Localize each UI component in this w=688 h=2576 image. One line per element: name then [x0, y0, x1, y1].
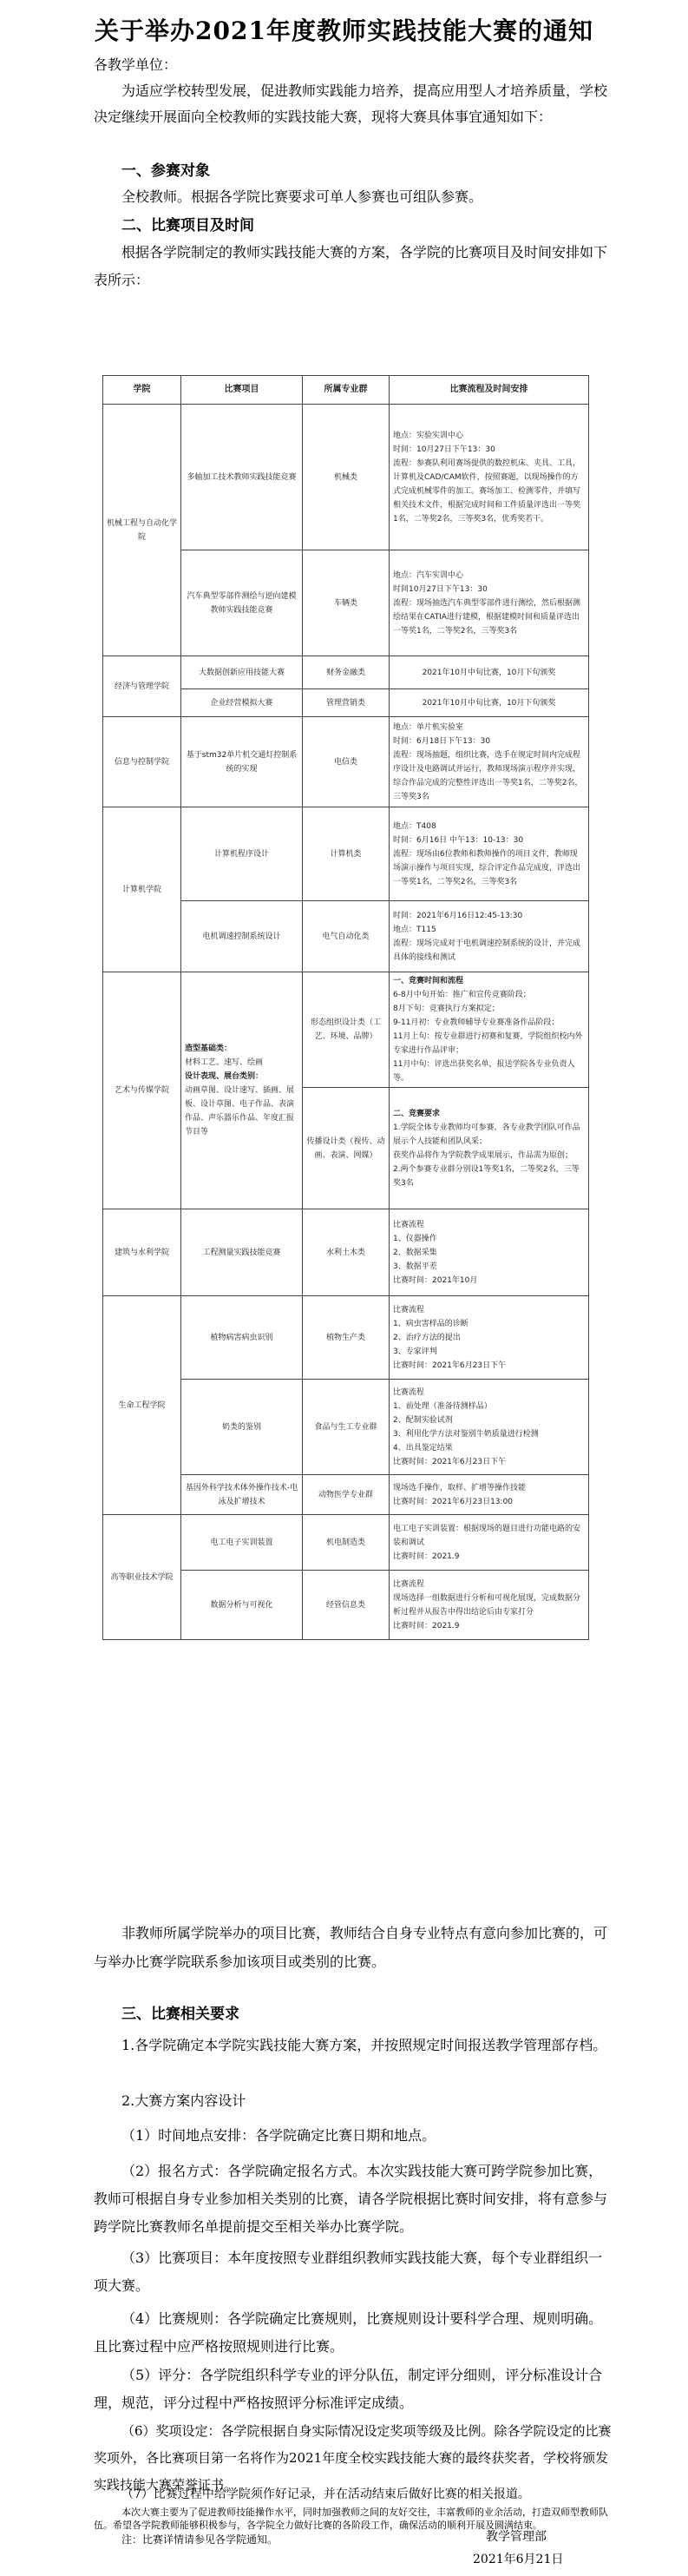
header-group: 所属专业群: [303, 376, 390, 405]
table-row: [103, 1296, 589, 1380]
schedule-line: 流程：现场完成对于电机调速控制系统的设计，并完成具体的接线和测试: [393, 939, 581, 962]
schedule-line: 比赛时间：2021年6月23日13:00: [393, 1497, 514, 1506]
requirement-item-5: （5）评分：各学院组织科学专业的评分队伍，制定评分细则，评分标准设计合理，规范，评分过程中严格按照评分标准评定成绩。: [94, 2367, 603, 2411]
schedule-line: 比赛时间：2021年6月23日下午: [393, 1457, 507, 1466]
requirement-2: 2.大赛方案内容设计: [121, 2092, 246, 2109]
cell-group: 机械类: [303, 405, 390, 550]
schedule-line: 比赛流程: [393, 1220, 425, 1229]
schedule-line: 时间10月27日下午13：30: [393, 584, 488, 594]
cell-college: 计算机学院: [103, 807, 181, 972]
item-text: 材料工艺、速写、绘画: [185, 1058, 264, 1067]
schedule-line: 流程：现场抽选汽车典型零部件进行测绘，然后根据测绘结果在CATIA进行建模，根据建模时间和质量评选出一等奖1名，二等奖2名，三等奖3名: [393, 598, 581, 636]
schedule-line: 现场选择一组数据进行分析和可视化展现，完成数据分析过程并从报告中得出结论后由专家打分: [393, 1593, 581, 1617]
schedule-line: 比赛时间：2021.9: [393, 1621, 460, 1631]
cell-group: 车辆类: [303, 550, 390, 656]
cell-schedule: [390, 405, 589, 550]
schedule-line: 时间：6月18日下午13：30: [393, 736, 491, 746]
schedule-line: 现场选手操作，取样、扩增等操作技能: [393, 1483, 527, 1492]
cell-schedule: [390, 901, 589, 972]
table-row: [103, 807, 589, 901]
signature-dept: 教学管理部: [486, 2530, 547, 2544]
cell-schedule: [390, 1571, 589, 1640]
schedule-line: 时间：6月16日 中午13：10-13：30: [393, 835, 524, 845]
schedule-line: 地点：实验实训中心: [393, 431, 464, 440]
section1-body: 全校教师。根据各学院比赛要求可单人参赛也可组队参赛。: [121, 188, 483, 205]
cell-item: 大数据创新应用技能大赛: [181, 656, 303, 689]
cell-group: 电气自动化类: [303, 901, 390, 972]
cell-college: 机械工程与自动化学院: [103, 405, 181, 656]
cell-college: 信息与控制学院: [103, 717, 181, 807]
schedule-line: 比赛时间：2021年10月: [393, 1275, 478, 1285]
schedule-line: 地点：T408: [393, 821, 436, 831]
schedule-line: 1、病虫害样品的诊断: [393, 1319, 468, 1328]
cell-item: 基因外科学技术体外操作技术-电泳及扩增技术: [181, 1475, 303, 1515]
cell-item: 计算机程序设计: [181, 807, 303, 901]
schedule-line: 2.两个参赛专业群分别设1等奖1名，二等奖2名，三等奖3名: [393, 1164, 580, 1188]
header-item: 比赛项目: [181, 376, 303, 405]
schedule-line: 比赛流程: [393, 1579, 425, 1589]
section2-heading: 二、比赛项目及时间: [121, 217, 254, 234]
schedule-line: 一、竞赛时间和流程: [393, 977, 464, 985]
table-row: [103, 656, 589, 689]
cell-college: 生命工程学院: [103, 1296, 181, 1515]
cell-schedule: [390, 550, 589, 656]
table-row: [103, 972, 589, 1088]
schedule-line: 二、竞赛要求: [393, 1109, 441, 1118]
schedule-line: 比赛流程: [393, 1387, 425, 1397]
item-text: 动画草图、设计速写、插画、展板、设计草图、电子作品、表演作品、声乐器乐作品、年度汇报节目等: [185, 1086, 295, 1136]
document-title: 关于举办2021年度教师实践技能大赛的通知: [95, 16, 593, 45]
cell-group: 管理营销类: [303, 689, 390, 717]
cell-item: 奶类的鉴别: [181, 1380, 303, 1475]
cell-group: 植物生产类: [303, 1296, 390, 1380]
schedule-line: 1、前处理（准备待测样品）: [393, 1401, 492, 1411]
cell-item: 植物病害病虫识别: [181, 1296, 303, 1380]
schedule-line: 2、配制实验试剂: [393, 1415, 453, 1425]
cell-college: 建筑与水利学院: [103, 1209, 181, 1296]
cell-item: 电工电子实训装置: [181, 1515, 303, 1571]
schedule-line: 3、利用化学方法对鉴别牛奶质量进行检测: [393, 1429, 539, 1439]
table-header-row: [103, 376, 589, 405]
table-row: [103, 1515, 589, 1571]
schedule-line: 时间：10月27日下午13：30: [393, 445, 495, 454]
cell-item: 工程测量实践技能竞赛: [181, 1209, 303, 1296]
cell-group: 传播设计类（视传、动画、表演、网媒）: [303, 1088, 390, 1209]
requirement-item-4: （4）比赛规则：各学院确定比赛规则，比赛规则设计要科学合理、规则明确。且比赛过程中应严格按照规则进行比赛。: [94, 2310, 603, 2355]
table-row: [103, 1209, 589, 1296]
cell-group: 食品与生工专业群: [303, 1380, 390, 1475]
schedule-line: 流程：现场由6位教师和教师操作的项目文件，教师现场演示操作与项目实现，综合评定作品完成度，评选出一等奖1名，二等奖2名，三等奖3名: [393, 849, 581, 886]
schedule-line: 比赛流程: [393, 1305, 425, 1314]
section2-body: 根据各学院制定的教师实践技能大赛的方案，各学院的比赛项目及时间安排如下表所示：: [94, 244, 608, 288]
schedule-line: 比赛时间：2021.9: [393, 1552, 460, 1561]
cell-group: 机电制造类: [303, 1515, 390, 1571]
header-schedule: 比赛流程及时间安排: [390, 376, 589, 405]
cell-group: 计算机类: [303, 807, 390, 901]
schedule-line: 流程：参赛队利用赛场提供的数控机床、夹具、工具，计算机及CAD/CAM软件，按照赛题，以现场操作的方式完成机械零件的加工。赛场加工、检测零件，并填写相关技术文件，根据完成时间和工件质量评选出一等奖1名，二等奖2名，三等奖3名，优秀奖若干。: [393, 458, 581, 524]
cell-schedule: [390, 717, 589, 807]
schedule-line: 获奖作品将作为学院教学成果展示，作品需为原创；: [393, 1150, 573, 1160]
schedule-line: 1.学院全体专业教师均可参赛，各专业教学团队可作品展示个人技能和团队风采；: [393, 1123, 580, 1146]
schedule-line: 2021年10月中旬比赛，10月下旬颁奖: [422, 698, 556, 708]
cell-schedule: [390, 1296, 589, 1380]
cell-schedule: [390, 1515, 589, 1571]
after-table-paragraph: 非教师所属学院举办的项目比赛，教师结合自身专业特点有意向参加比赛的，可与举办比赛学院联系参加该项目或类别的比赛。: [94, 1925, 608, 1970]
schedule-line: 地点：汽车实训中心: [393, 570, 464, 580]
cell-schedule: [390, 1088, 589, 1209]
schedule-line: 2021年10月中旬比赛，10月下旬颁奖: [422, 668, 556, 677]
cell-group: 电信类: [303, 717, 390, 807]
intro-paragraph: 为适应学校转型发展，促进教师实践能力培养，提高应用型人才培养质量，学校决定继续开展面向全校教师的实践技能大赛，现将大赛具体事宜通知如下：: [94, 82, 608, 125]
schedule-line: 电工电子实训装置：根据现场的题目进行功能电路的安装和调试: [393, 1524, 581, 1547]
closing-paragraph: 本次大赛主要为了促进教师技能操作水平，同时加强教师之间的友好交往，丰富教师的业余活动，打造双师型教师队伍。希望各学院教师能够积极参与，各学院全力做好比赛的各阶段工作，确保活动的顺利开展及圆满结束。: [94, 2507, 608, 2531]
requirement-item-7: （7）比赛过程中给学院须作好记录，并在活动结束后做好比赛的相关报道。: [121, 2487, 530, 2501]
requirement-1: 1.各学院确定本学院实践技能大赛方案，并按照规定时间报送教学管理部存档。: [121, 2037, 607, 2053]
cell-schedule: [390, 1209, 589, 1296]
cell-item: [181, 972, 303, 1209]
cell-item: 基于stm32单片机交通灯控制系统的实现: [181, 717, 303, 807]
cell-schedule: [390, 1380, 589, 1475]
schedule-line: 3、数据平差: [393, 1262, 437, 1271]
schedule-line: 时间：2021年6月16日12:45-13:30: [393, 911, 523, 920]
schedule-line: 1、仪器操作: [393, 1234, 437, 1243]
schedule-line: 地点：T115: [393, 925, 436, 934]
cell-schedule: [390, 807, 589, 901]
schedule-line: 2、治疗方法的提出: [393, 1333, 461, 1342]
schedule-line: 4、出具鉴定结果: [393, 1443, 453, 1453]
requirement-item-6: （6）奖项设定：各学院根据自身实际情况设定奖项等级及比例。除各学院设定的比赛奖项外，各比赛项目第一名将作为2021年度全校实践技能大赛的最终获奖者，学校将颁发实践技能大赛荣誉证书。: [94, 2423, 612, 2493]
schedule-line: 流程：现场抽题，组织比赛，选手在规定时间内完成程序设计及电路调试并运行，教师现场演示程序并实现，综合作品完成的完整性评选出一等奖1名，二等奖2名，三等奖3名: [393, 750, 583, 801]
cell-item: 数据分析与可视化: [181, 1571, 303, 1640]
cell-schedule: [390, 656, 589, 689]
cell-group: 财务金融类: [303, 656, 390, 689]
cell-item: 汽车典型零部件测绘与逆向建模教师实践技能竞赛: [181, 550, 303, 656]
cell-college: 艺术与传媒学院: [103, 972, 181, 1209]
requirement-item-1: （1）时间地点安排：各学院确定比赛日期和地点。: [121, 2127, 436, 2144]
schedule-line: 2、数据采集: [393, 1248, 437, 1257]
cell-schedule: [390, 689, 589, 717]
cell-college: 经济与管理学院: [103, 656, 181, 717]
competition-table: [102, 375, 589, 1640]
cell-item: 企业经营模拟大赛: [181, 689, 303, 717]
schedule-line: 比赛时间：2021年6月23日下午: [393, 1360, 507, 1370]
schedule-line: 6-8月中旬开始：推广和宣传竞赛阶段；: [393, 991, 531, 999]
salutation: 各教学单位：: [94, 56, 178, 73]
cell-group: 水利土木类: [303, 1209, 390, 1296]
cell-college: 高等职业技术学院: [103, 1515, 181, 1640]
item-subtitle: 设计表现、展台类别：: [185, 1072, 264, 1081]
signature-date: 2021年6月21日: [473, 2553, 564, 2566]
schedule-line: 11月上旬：按专业群进行初赛和复赛，学院组织校内外专家进行作品评审；: [393, 1032, 583, 1055]
table-row: [103, 717, 589, 807]
section1-heading: 一、参赛对象: [121, 162, 210, 180]
schedule-line: 11月中旬：评选出获奖名单，报送学院各专业负责人等。: [393, 1060, 575, 1083]
cell-schedule: [390, 1475, 589, 1515]
requirement-item-2: （2）报名方式：各学院确定报名方式。本次实践技能大赛可跨学院参加比赛，教师可根据自身专业参加相关类别的比赛，请各学院根据比赛时间安排，将有意参与跨学院比赛教师名单提前提交至相关举办比赛学院。: [94, 2163, 608, 2235]
cell-group: 经管信息类: [303, 1571, 390, 1640]
cell-group: 形态组织设计类（工艺、环境、品牌）: [303, 972, 390, 1088]
schedule-line: 3、专家评判: [393, 1347, 437, 1356]
schedule-line: 地点：单片机实验室: [393, 722, 464, 732]
section3-heading: 三、比赛相关要求: [121, 2006, 239, 2023]
requirement-item-3: （3）比赛项目：本年度按照专业群组织教师实践技能大赛，每个专业群组织一项大赛。: [94, 2250, 603, 2294]
cell-item: 多轴加工技术教师实践技能竞赛: [181, 405, 303, 550]
cell-group: 动物医学专业群: [303, 1475, 390, 1515]
schedule-line: 9-11月初：专业教师辅导专业赛准备作品阶段；: [393, 1018, 560, 1027]
cell-item: 电机调速控制系统设计: [181, 901, 303, 972]
table-row: [103, 405, 589, 550]
item-subtitle: 造型基础类：: [185, 1044, 233, 1053]
cell-schedule: [390, 972, 589, 1088]
note-paragraph: 注：比赛详情请参见各学院通知。: [121, 2533, 278, 2546]
header-college: 学院: [103, 376, 181, 405]
schedule-line: 8月下旬：竞赛执行方案拟定；: [393, 1005, 500, 1013]
